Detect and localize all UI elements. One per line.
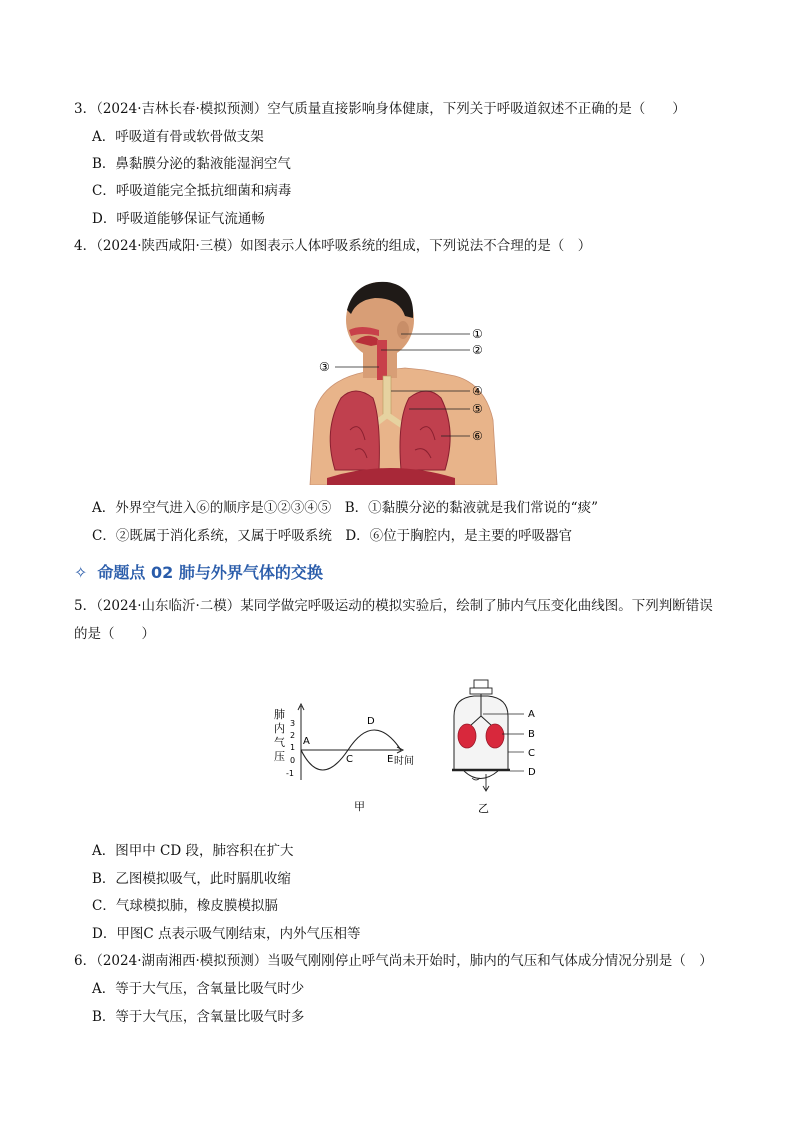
pressure-graph bbox=[266, 700, 426, 820]
q4-options-row1: A．外界空气进入⑥的顺序是①②③④⑤ B．①黏膜分泌的黏液就是我们常说的“痰” bbox=[92, 500, 598, 516]
respiratory-system-figure bbox=[305, 280, 515, 485]
fig4-label-1: ① bbox=[472, 327, 483, 341]
apparatus-label-d: D bbox=[528, 767, 536, 778]
graph-point-a: A bbox=[303, 736, 310, 747]
fig4-label-5: ⑤ bbox=[472, 402, 483, 416]
graph-ytick-1: 1 bbox=[290, 743, 296, 752]
fig4-label-4: ④ bbox=[472, 384, 483, 398]
q5-option-d: D．甲图C 点表示吸气刚结束，内外气压相等 bbox=[92, 926, 361, 942]
fig4-label-6: ⑥ bbox=[472, 429, 483, 443]
graph-caption: 甲 bbox=[354, 800, 365, 813]
graph-ylabel-3: 气 bbox=[274, 736, 285, 749]
graph-ytick-2: 2 bbox=[290, 731, 296, 740]
q5-option-b: B．乙图模拟吸气，此时膈肌收缩 bbox=[92, 871, 291, 887]
fig4-label-2: ② bbox=[472, 343, 483, 357]
q6-stem: 6．（2024·湖南湘西·模拟预测）当吸气刚刚停止呼气尚未开始时，肺内的气压和气体成分情况分别是（ ） bbox=[74, 953, 713, 969]
graph-ylabel-4: 压 bbox=[274, 750, 285, 763]
graph-ytick-neg1: -1 bbox=[286, 769, 294, 778]
apparatus-label-a: A bbox=[528, 709, 535, 720]
q4-options-row2: C．②既属于消化系统，又属于呼吸系统 D．⑥位于胸腔内，是主要的呼吸器官 bbox=[92, 528, 573, 544]
q3-option-d: D．呼吸道能够保证气流通畅 bbox=[92, 211, 265, 227]
q3-stem: 3．（2024·吉林长春·模拟预测）空气质量直接影响身体健康，下列关于呼吸道叙述不正确的是（ ） bbox=[74, 101, 686, 117]
q3-option-c: C．呼吸道能完全抵抗细菌和病毒 bbox=[92, 183, 292, 199]
bell-jar-apparatus bbox=[440, 678, 560, 820]
graph-ylabel-1: 肺 bbox=[274, 708, 285, 721]
diamond-star-icon: ✧ bbox=[74, 563, 88, 582]
graph-ytick-0: 0 bbox=[290, 756, 296, 765]
graph-point-e: E bbox=[387, 754, 394, 765]
q4-stem: 4．（2024·陕西咸阳·三模）如图表示人体呼吸系统的组成，下列说法不合理的是（ ） bbox=[74, 238, 592, 254]
q5-option-c: C．气球模拟肺，橡皮膜模拟膈 bbox=[92, 898, 278, 914]
graph-point-c: C bbox=[346, 754, 353, 765]
fig4-label-3: ③ bbox=[319, 360, 330, 374]
apparatus-label-c: C bbox=[528, 748, 535, 759]
graph-xlabel: 时间 bbox=[394, 756, 414, 767]
q3-option-a: A．呼吸道有骨或软骨做支架 bbox=[92, 129, 264, 145]
q6-option-a: A．等于大气压，含氧量比吸气时少 bbox=[92, 981, 305, 997]
graph-point-d: D bbox=[367, 716, 375, 727]
graph-ytick-3: 3 bbox=[290, 719, 296, 728]
q5-stem-line2: 的是（ ） bbox=[74, 626, 155, 642]
q5-option-a: A．图甲中 CD 段，肺容积在扩大 bbox=[92, 843, 294, 859]
apparatus-caption: 乙 bbox=[478, 802, 489, 815]
q5-stem-line1: 5．（2024·山东临沂·二模）某同学做完呼吸运动的模拟实验后，绘制了肺内气压变化曲线图。下列判断错误 bbox=[74, 598, 713, 614]
section-heading bbox=[74, 560, 323, 583]
section-title: 命题点 02 肺与外界气体的交换 bbox=[97, 563, 323, 582]
graph-ylabel-2: 内 bbox=[274, 722, 285, 735]
apparatus-label-b: B bbox=[528, 729, 535, 740]
q3-option-b: B．鼻黏膜分泌的黏液能湿润空气 bbox=[92, 156, 291, 172]
q6-option-b: B．等于大气压，含氧量比吸气时多 bbox=[92, 1009, 305, 1025]
